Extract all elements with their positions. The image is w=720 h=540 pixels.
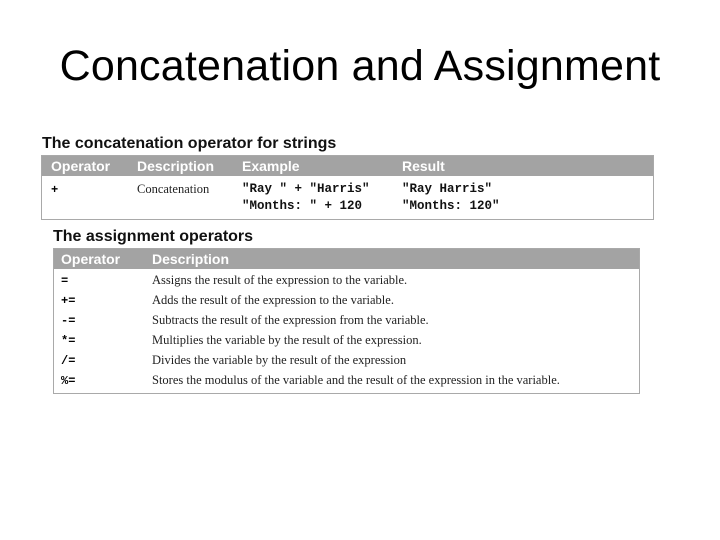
operator-cell: + bbox=[51, 183, 59, 197]
operator-cell: %= bbox=[61, 374, 76, 388]
operator-cell: *= bbox=[61, 334, 76, 348]
column-header-operator: Operator bbox=[61, 251, 121, 267]
column-header-description: Description bbox=[152, 251, 230, 267]
example-cell: "Months: " + 120 bbox=[242, 199, 363, 213]
description-cell: Stores the modulus of the variable and the result of the expression in the variable. bbox=[152, 373, 560, 387]
column-header-operator: Operator bbox=[51, 158, 111, 174]
concat-heading: The concatenation operator for strings bbox=[42, 135, 337, 152]
concat-table bbox=[41, 155, 654, 220]
column-header-example: Example bbox=[242, 158, 300, 174]
description-cell: Adds the result of the expression to the variable. bbox=[152, 293, 394, 307]
description-cell: Assigns the result of the expression to the variable. bbox=[152, 273, 408, 287]
operator-cell: = bbox=[61, 274, 69, 288]
operator-cell: /= bbox=[61, 354, 76, 368]
description-cell: Divides the variable by the result of the expression bbox=[152, 353, 407, 367]
operator-cell: += bbox=[61, 294, 76, 308]
description-cell: Multiplies the variable by the result of the expression. bbox=[152, 333, 422, 347]
assign-heading: The assignment operators bbox=[53, 228, 254, 245]
concat-table-header bbox=[42, 156, 653, 176]
assign-table-header bbox=[54, 249, 639, 269]
operator-cell: -= bbox=[61, 314, 76, 328]
column-header-description: Description bbox=[137, 158, 215, 174]
description-cell: Subtracts the result of the expression from the variable. bbox=[152, 313, 429, 327]
assign-table bbox=[53, 248, 640, 394]
column-header-result: Result bbox=[402, 158, 445, 174]
result-cell: "Ray Harris" bbox=[402, 182, 493, 196]
example-cell: "Ray " + "Harris" bbox=[242, 182, 370, 196]
description-cell: Concatenation bbox=[137, 182, 210, 196]
slide-title: Concatenation and Assignment bbox=[59, 42, 661, 90]
result-cell: "Months: 120" bbox=[402, 199, 500, 213]
